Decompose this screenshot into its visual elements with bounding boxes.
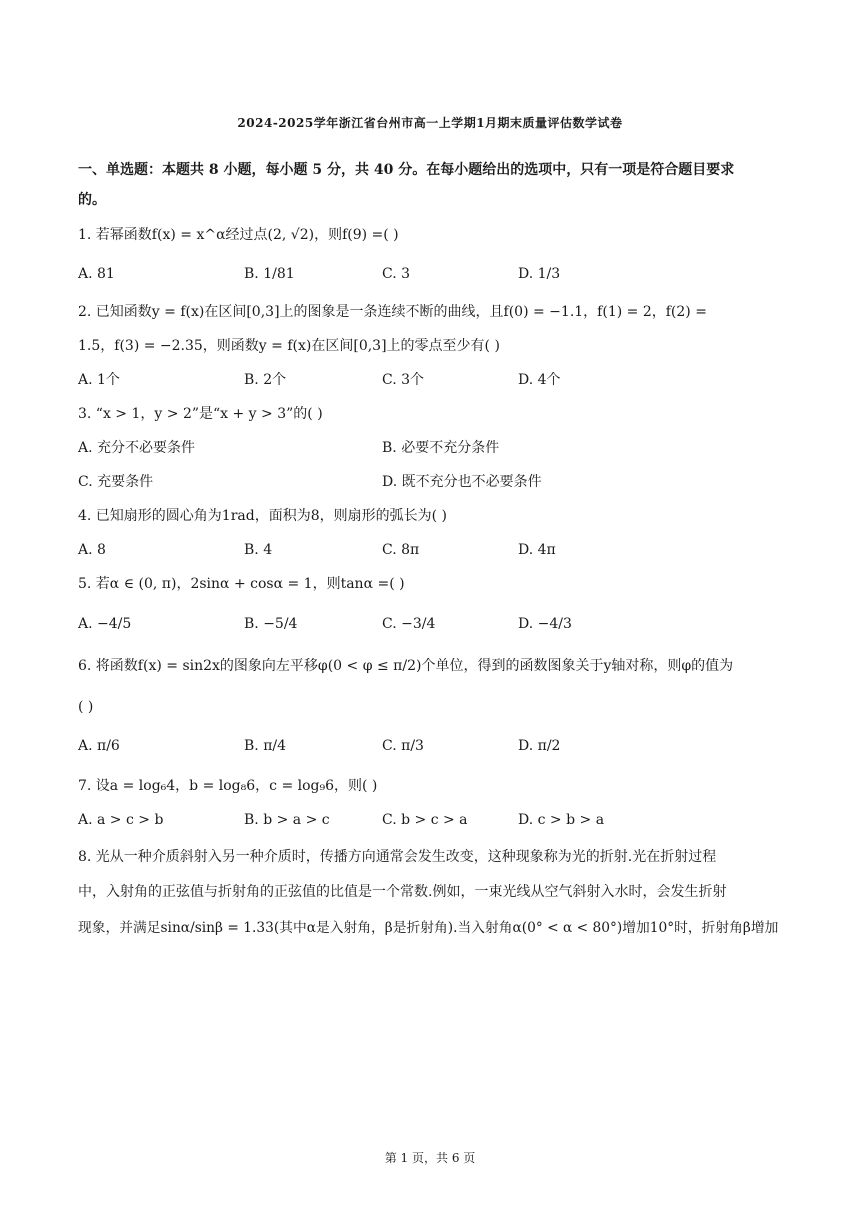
question-7-option-c: C. b > c > a — [382, 812, 468, 828]
page-footer: 第 1 页，共 6 页 — [384, 1151, 476, 1165]
question-7-option-b: B. b > a > c — [244, 812, 330, 828]
question-2-line1: 2. 已知函数y = f(x)在区间[0,3]上的图象是一条连续不断的曲线，且f(0) = −1.1，f(1) = 2，f(2) = — [78, 304, 707, 320]
question-1-stem: 1. 若幂函数f(x) = x^α经过点(2, √2)，则f(9) =( ) — [78, 227, 399, 243]
question-3-stem: 3. “x > 1，y > 2”是“x + y > 3”的( ) — [78, 406, 323, 422]
question-3-option-d: D. 既不充分也不必要条件 — [382, 474, 542, 490]
question-2-option-c: C. 3个 — [382, 372, 425, 388]
question-5-stem: 5. 若α ∈ (0, π)，2sinα + cosα = 1，则tanα =( ) — [78, 576, 405, 592]
section-heading-line1: 一、单选题：本题共 8 小题，每小题 5 分，共 40 分。在每小题给出的选项中，只有一项是符合题目要求 — [78, 162, 735, 178]
question-2-line2: 1.5，f(3) = −2.35，则函数y = f(x)在区间[0,3]上的零点至少有( ) — [78, 338, 500, 354]
question-8-line3: 现象，并满足sinα/sinβ = 1.33(其中α是入射角，β是折射角).当入射角α(0° < α < 80°)增加10°时，折射角β增加 — [78, 920, 779, 936]
question-1-option-c: C. 3 — [382, 266, 411, 282]
question-5-option-a: A. −4/5 — [78, 616, 132, 632]
question-1-option-a: A. 81 — [78, 266, 115, 282]
question-4-stem: 4. 已知扇形的圆心角为1rad，面积为8，则扇形的弧长为( ) — [78, 508, 447, 524]
question-6-option-d: D. π/2 — [518, 738, 561, 754]
question-8-line2: 中，入射角的正弦值与折射角的正弦值的比值是一个常数.例如，一束光线从空气斜射入水时，会发生折射 — [78, 884, 727, 900]
question-4-option-c: C. 8π — [382, 542, 420, 558]
question-1-option-b: B. 1/81 — [244, 266, 295, 282]
question-3-option-c: C. 充要条件 — [78, 474, 154, 490]
question-4-option-d: D. 4π — [518, 542, 556, 558]
document-title: 2024-2025学年浙江省台州市高一上学期1月期末质量评估数学试卷 — [237, 116, 623, 130]
section-heading-line2: 的。 — [78, 192, 106, 208]
question-4-option-a: A. 8 — [78, 542, 106, 558]
question-7-option-d: D. c > b > a — [518, 812, 605, 828]
question-7-stem: 7. 设a = log₆4，b = log₈6，c = log₉6，则( ) — [78, 778, 378, 794]
question-6-option-a: A. π/6 — [78, 738, 120, 754]
question-2-option-b: B. 2个 — [244, 372, 287, 388]
question-8-line1: 8. 光从一种介质斜射入另一种介质时，传播方向通常会发生改变，这种现象称为光的折射.光在折射过程 — [78, 849, 717, 865]
question-7-option-a: A. a > c > b — [78, 812, 164, 828]
question-1-option-d: D. 1/3 — [518, 266, 561, 282]
question-6-option-b: B. π/4 — [244, 738, 287, 754]
question-2-option-d: D. 4个 — [518, 372, 561, 388]
question-2-option-a: A. 1个 — [78, 372, 120, 388]
question-3-option-b: B. 必要不充分条件 — [382, 440, 500, 456]
question-4-option-b: B. 4 — [244, 542, 273, 558]
question-5-option-b: B. −5/4 — [244, 616, 298, 632]
question-5-option-c: C. −3/4 — [382, 616, 436, 632]
question-5-option-d: D. −4/3 — [518, 616, 572, 632]
question-6-line1: 6. 将函数f(x) = sin2x的图象向左平移φ(0 < φ ≤ π/2)个单位，得到的函数图象关于y轴对称，则φ的值为 — [78, 658, 734, 674]
question-6-option-c: C. π/3 — [382, 738, 424, 754]
question-6-line2: ( ) — [78, 699, 94, 715]
question-3-option-a: A. 充分不必要条件 — [78, 440, 196, 456]
